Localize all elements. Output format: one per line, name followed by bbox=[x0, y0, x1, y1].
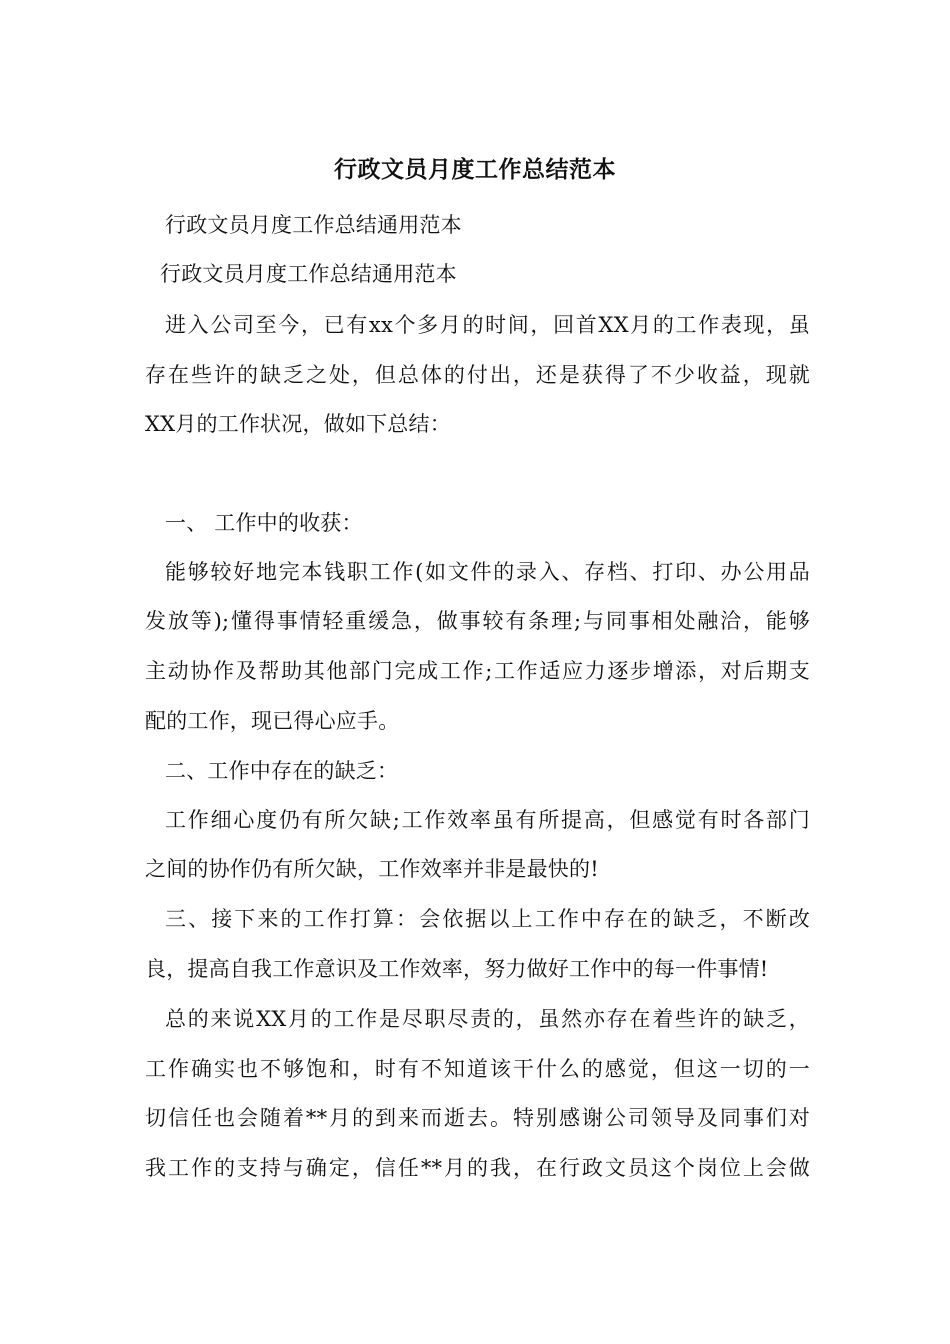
paragraph-line: 工作确实也不够饱和，时有不知道该干什么的感觉，但这一切的一 bbox=[145, 1057, 810, 1081]
section-heading: 一、 工作中的收获： bbox=[165, 511, 363, 535]
paragraph-line: 配的工作，现已得心应手。 bbox=[145, 709, 400, 733]
subtitle-line: 行政文员月度工作总结通用范本 bbox=[160, 262, 457, 286]
paragraph-line: 发放等);懂得事情轻重缓急，做事较有条理;与同事相处融洽，能够 bbox=[145, 609, 810, 633]
paragraph-line: 主动协作及帮助其他部门完成工作;工作适应力逐步增添，对后期支 bbox=[145, 659, 810, 683]
paragraph-line: 之间的协作仍有所欠缺，工作效率并非是最快的! bbox=[145, 857, 599, 881]
document-title: 行政文员月度工作总结范本 bbox=[334, 156, 616, 183]
subtitle-line: 行政文员月度工作总结通用范本 bbox=[165, 213, 462, 237]
paragraph-line: 能够较好地完本钱职工作(如文件的录入、存档、打印、办公用品 bbox=[165, 560, 810, 584]
section-heading: 二、工作中存在的缺乏： bbox=[165, 759, 399, 783]
paragraph-line: 进入公司至今，已有xx个多月的时间，回首XX月的工作表现，虽 bbox=[165, 313, 810, 337]
paragraph-line: 存在些许的缺乏之处，但总体的付出，还是获得了不少收益，现就 bbox=[145, 363, 810, 387]
section-heading: 三、接下来的工作打算：会依据以上工作中存在的缺乏，不断改 bbox=[165, 907, 810, 931]
paragraph-line: 良，提高自我工作意识及工作效率，努力做好工作中的每一件事情! bbox=[145, 957, 769, 981]
paragraph-line: 工作细心度仍有所欠缺;工作效率虽有所提高，但感觉有时各部门 bbox=[165, 808, 810, 832]
paragraph-line: 切信任也会随着**月的到来而逝去。特别感谢公司领导及同事们对 bbox=[145, 1106, 810, 1130]
paragraph-line: XX月的工作状况，做如下总结： bbox=[145, 412, 451, 436]
paragraph-line: 总的来说XX月的工作是尽职尽责的，虽然亦存在着些许的缺乏， bbox=[165, 1007, 810, 1031]
paragraph-line: 我工作的支持与确定，信任**月的我，在行政文员这个岗位上会做 bbox=[145, 1156, 810, 1180]
